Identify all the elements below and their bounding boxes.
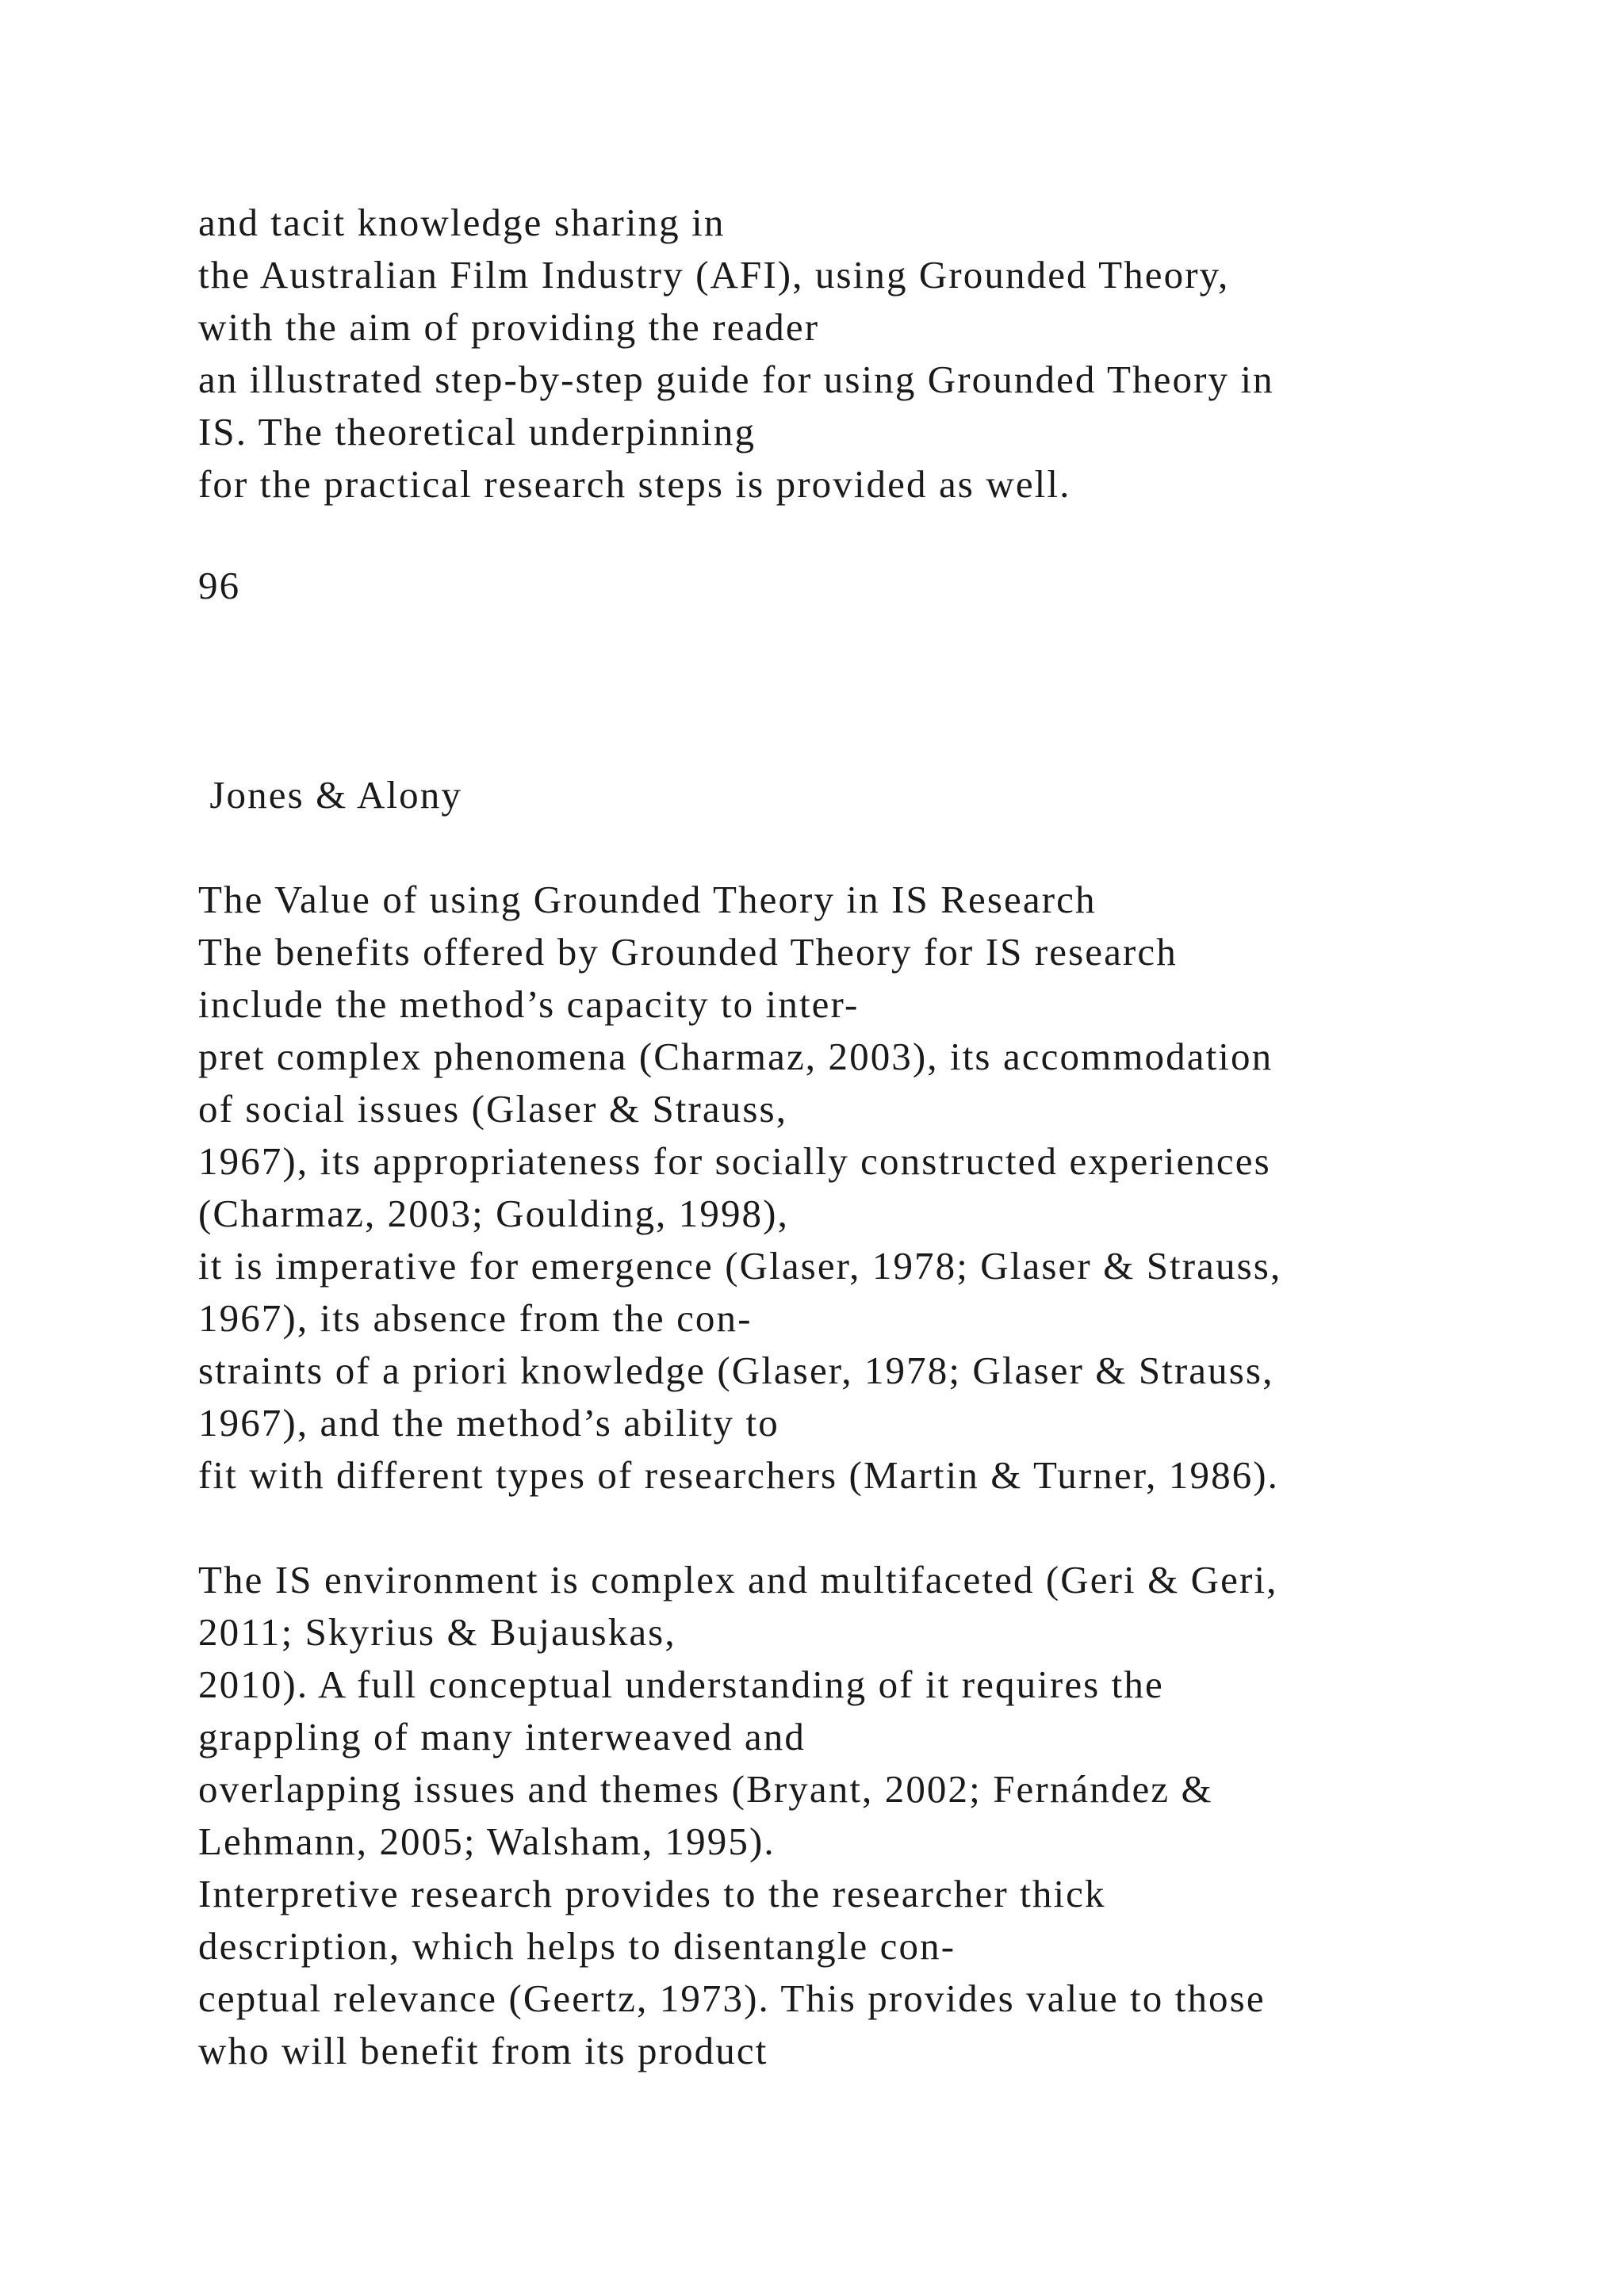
running-header: Jones & Alony <box>198 773 462 817</box>
section-heading: The Value of using Grounded Theory in IS Research <box>198 878 1097 921</box>
running-header-block <box>198 769 1618 821</box>
text-line: overlapping issues and themes (Bryant, 2002; Fernández & <box>198 1767 1213 1811</box>
text-line: of social issues (Glaser & Strauss, <box>198 1087 788 1131</box>
text-line: ceptual relevance (Geertz, 1973). This provides value to those <box>198 1976 1266 2020</box>
paragraph-is-environment <box>198 1554 1618 2077</box>
text-line: the Australian Film Industry (AFI), using Grounded Theory, <box>198 253 1230 297</box>
text-line: (Charmaz, 2003; Goulding, 1998), <box>198 1192 789 1235</box>
text-line: who will benefit from its product <box>198 2029 768 2072</box>
text-line: with the aim of providing the reader <box>198 305 820 349</box>
text-line: The benefits offered by Grounded Theory for IS research <box>198 930 1178 974</box>
text-line: Lehmann, 2005; Walsham, 1995). <box>198 1820 776 1863</box>
text-line: fit with different types of researchers (Martin & Turner, 1986). <box>198 1453 1280 1497</box>
paragraph-intro <box>198 197 1618 511</box>
text-line: IS. The theoretical underpinning <box>198 410 756 453</box>
page-number-block <box>198 560 1618 612</box>
text-line: for the practical research steps is provided as well. <box>198 462 1071 506</box>
text-line: pret complex phenomena (Charmaz, 2003), its accommodation <box>198 1035 1274 1078</box>
text-line: 2010). A full conceptual understanding of it requires the <box>198 1663 1164 1706</box>
text-line: and tacit knowledge sharing in <box>198 201 726 244</box>
text-line: description, which helps to disentangle con- <box>198 1924 956 1968</box>
text-line: 1967), and the method’s ability to <box>198 1401 779 1445</box>
text-line: Interpretive research provides to the researcher thick <box>198 1872 1106 1915</box>
text-line: 1967), its absence from the con- <box>198 1296 753 1340</box>
page-number: 96 <box>198 564 241 607</box>
text-line: The IS environment is complex and multifaceted (Geri & Geri, <box>198 1558 1278 1601</box>
text-line: 1967), its appropriateness for socially constructed experiences <box>198 1139 1271 1183</box>
text-line: 2011; Skyrius & Bujauskas, <box>198 1610 676 1654</box>
text-line: include the method’s capacity to inter- <box>198 982 860 1026</box>
text-line: grappling of many interweaved and <box>198 1715 806 1758</box>
text-line: straints of a priori knowledge (Glaser, 1978; Glaser & Strauss, <box>198 1349 1274 1392</box>
text-line: it is imperative for emergence (Glaser, 1978; Glaser & Strauss, <box>198 1244 1282 1288</box>
text-line: an illustrated step-by-step guide for using Grounded Theory in <box>198 358 1274 401</box>
paragraph-value-of-grounded-theory <box>198 874 1618 1502</box>
